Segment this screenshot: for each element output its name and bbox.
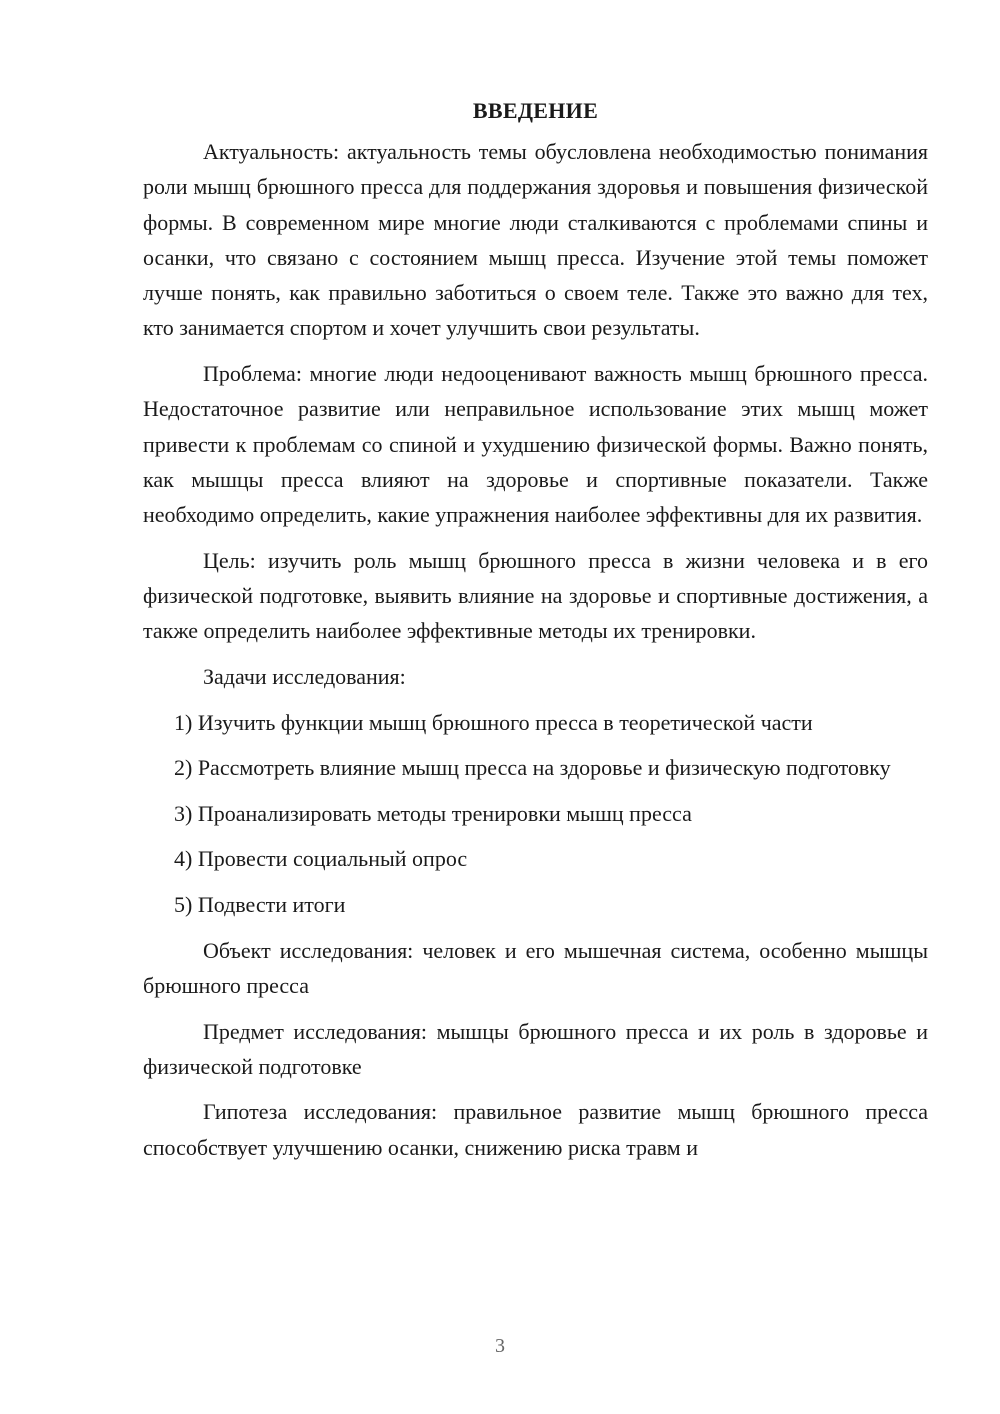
paragraph-problem: Проблема: многие люди недооценивают важность мышц брюшного пресса. Недостаточное развитие или неправильное использование этих мышц может привести к проблемам со спиной и ухудшению физической формы. Важно понять, как мышцы пресса влияют на здоровье и спортивные показатели. Также необходимо определить, какие упражнения наиболее эффективны для их развития.	[143, 361, 928, 528]
task-item: 2) Рассмотреть влияние мышц пресса на здоровье и физическую подготовку	[174, 755, 891, 781]
tasks-heading: Задачи исследования:	[203, 664, 406, 690]
task-item: 5) Подвести итоги	[174, 892, 346, 918]
page-number: 3	[495, 1335, 505, 1357]
section-title: ВВЕДЕНИЕ	[472, 98, 599, 123]
task-item: 3) Проанализировать методы тренировки мышц пресса	[174, 800, 692, 826]
task-item: 1) Изучить функции мышц брюшного пресса в теоретической части	[174, 709, 813, 735]
paragraph-goal: Цель: изучить роль мышц брюшного пресса в жизни человека и в его физической подготовке, выявить влияние на здоровье и спортивные достижения, а также определить наиболее эффективные методы их тренировки.	[143, 547, 928, 644]
paragraph-object: Объект исследования: человек и его мышечная система, особенно мышцы брюшного пресса	[143, 937, 928, 998]
paragraph-relevance: Актуальность: актуальность темы обусловлена необходимостью понимания роли мышц брюшного пресса для поддержания здоровья и повышения физической формы. В современном мире многие люди сталкиваются с проблемами спины и осанки, что связано с состоянием мышц пресса. Изучение этой темы поможет лучше понять, как правильно заботиться о своем теле. Также это важно для тех, кто занимается спортом и хочет улучшить свои результаты.	[143, 139, 928, 341]
paragraph-hypothesis: Гипотеза исследования: правильное развитие мышц брюшного пресса способствует улучшению осанки, снижению риска травм и	[143, 1099, 928, 1160]
paragraph-subject: Предмет исследования: мышцы брюшного пресса и их роль в здоровье и физической подготовке	[143, 1018, 928, 1079]
page-content	[143, 96, 928, 1175]
task-item: 4) Провести социальный опрос	[174, 846, 468, 872]
